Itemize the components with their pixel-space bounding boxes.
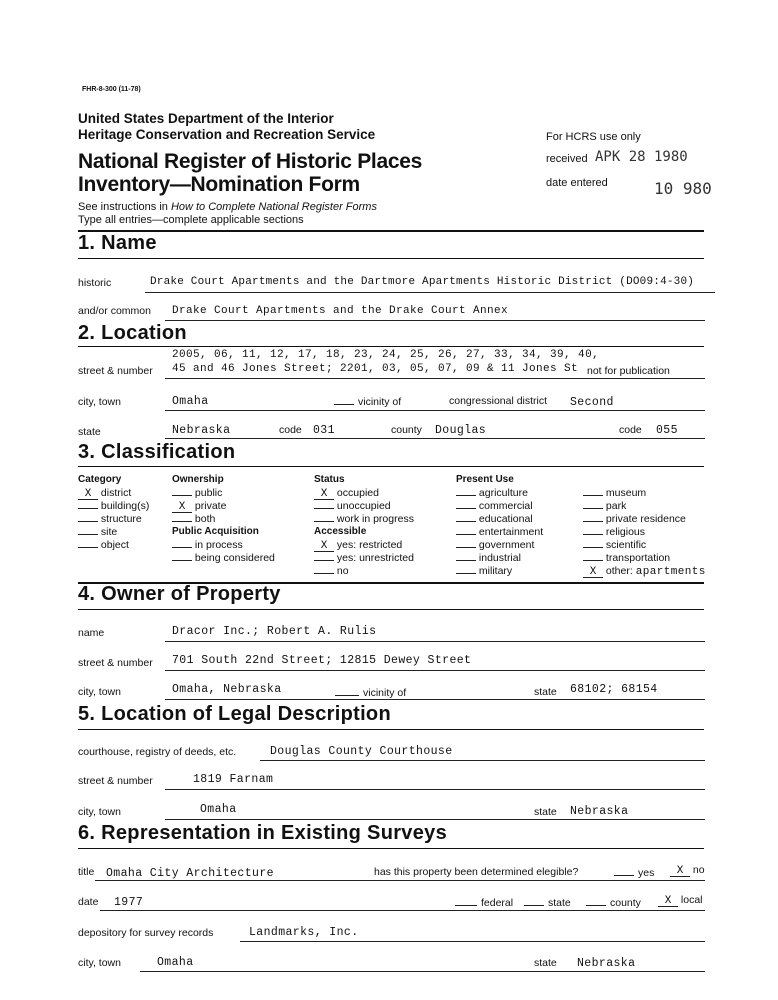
use-mark — [583, 495, 603, 496]
level-state[interactable] — [524, 896, 571, 909]
vicinity-of — [334, 395, 401, 408]
received-stamp: APK 28 1980 — [595, 149, 688, 165]
hcrs-label: For HCRS use only — [546, 131, 641, 143]
legal-state-label: state — [534, 806, 557, 818]
category-buildings[interactable] — [78, 500, 149, 512]
eligible-yes-blank — [614, 866, 634, 876]
accessible-restricted[interactable] — [314, 539, 402, 552]
status-label: unoccupied — [336, 500, 391, 512]
use-private-residence[interactable] — [583, 513, 686, 525]
legal-street-label: street & number — [78, 775, 153, 787]
accessible-mark — [314, 573, 334, 574]
ownership-public[interactable] — [172, 487, 222, 499]
use-religious[interactable] — [583, 526, 645, 538]
date-entered-label: date entered — [546, 177, 608, 189]
county-level-label: county — [610, 897, 641, 909]
use-label: scientific — [605, 539, 647, 551]
use-mark — [456, 495, 476, 496]
use-mark — [456, 573, 476, 574]
category-label: building(s) — [100, 500, 150, 512]
survey-date-value: 1977 — [114, 896, 144, 909]
status-label: work in progress — [336, 513, 414, 525]
use-label: industrial — [478, 552, 521, 564]
eligible-no[interactable] — [670, 864, 705, 877]
eligible-yes[interactable] — [614, 866, 654, 879]
county-code-label: code — [619, 424, 642, 436]
owner-state-label: state — [534, 686, 557, 698]
acquisition-being-considered[interactable] — [172, 552, 275, 564]
form-id: FHR-8-300 (11-78) — [82, 86, 141, 93]
historic-label: historic — [78, 277, 112, 289]
use-other[interactable] — [583, 565, 706, 578]
use-museum[interactable] — [583, 487, 646, 499]
accessible-unrestricted[interactable] — [314, 552, 414, 564]
legal-street-underline — [165, 789, 705, 790]
street-label: street & number — [78, 365, 153, 377]
acquisition-in-process[interactable] — [172, 539, 243, 551]
category-mark — [78, 547, 98, 548]
survey-date-label: date — [78, 896, 99, 908]
instructions-italic: How to Complete National Register Forms — [170, 201, 377, 213]
use-mark — [583, 521, 603, 522]
vicinity-label: vicinity of — [358, 396, 402, 408]
use-label: private residence — [605, 513, 686, 525]
category-mark — [78, 521, 98, 522]
category-district[interactable] — [78, 487, 131, 500]
ownership-private[interactable] — [172, 500, 226, 513]
depository-label: depository for survey records — [78, 927, 214, 939]
use-entertainment[interactable] — [456, 526, 543, 538]
status-label: occupied — [336, 487, 379, 499]
level-local[interactable] — [658, 894, 703, 907]
use-transportation[interactable] — [583, 552, 670, 564]
historic-value: Drake Court Apartments and the Dartmore Apartments Historic District (DO09:4-30) — [150, 276, 695, 288]
county-code-value: 055 — [656, 424, 678, 437]
street-line2: 45 and 46 Jones Street; 2201, 03, 05, 07, 09 & 11 Jones St — [172, 363, 579, 375]
use-government[interactable] — [456, 539, 534, 551]
use-mark — [583, 508, 603, 509]
survey-city-value: Omaha — [157, 956, 194, 969]
section3-heading: 3. Classification — [78, 441, 236, 463]
public-acquisition-header: Public Acquisition — [172, 526, 259, 537]
use-scientific[interactable] — [583, 539, 646, 551]
use-label: military — [478, 565, 513, 577]
section5-heading: 5. Location of Legal Description — [78, 703, 391, 725]
use-other-value: apartments — [635, 566, 706, 578]
use-mark — [456, 560, 476, 561]
status-mark: X — [314, 489, 334, 500]
legal-city-underline — [165, 819, 705, 820]
section6-heading: 6. Representation in Existing Surveys — [78, 822, 447, 844]
ownership-label: private — [194, 500, 227, 512]
status-work-in-progress[interactable] — [314, 513, 414, 525]
use-mark: X — [583, 567, 603, 578]
eligible-yes-label: yes — [638, 867, 655, 879]
category-header: Category — [78, 474, 122, 485]
legal-state-value: Nebraska — [570, 805, 629, 818]
survey-date-underline — [100, 910, 705, 911]
category-label: district — [100, 487, 132, 499]
depository-value: Landmarks, Inc. — [249, 926, 359, 939]
use-label: other: — [605, 565, 633, 577]
section1-rule-bottom — [78, 258, 704, 259]
common-label: and/or common — [78, 305, 151, 317]
section1-rule — [78, 230, 704, 232]
state-code-value: 031 — [313, 424, 335, 437]
instructions-prefix: See instructions in — [78, 201, 171, 213]
courthouse-label: courthouse, registry of deeds, etc. — [78, 746, 237, 758]
use-military[interactable] — [456, 565, 512, 577]
use-agriculture[interactable] — [456, 487, 528, 499]
county-label: county — [391, 424, 422, 436]
local-label: local — [680, 894, 703, 906]
eligible-question: has this property been determined elegible? — [374, 866, 579, 878]
accessible-no[interactable] — [314, 565, 349, 577]
state-label: state — [78, 426, 101, 438]
use-educational[interactable] — [456, 513, 533, 525]
use-industrial[interactable] — [456, 552, 521, 564]
state-level-label: state — [548, 897, 571, 909]
section3-rule — [78, 466, 704, 467]
use-mark — [456, 521, 476, 522]
use-label: religious — [605, 526, 646, 538]
acquisition-label: being considered — [194, 552, 275, 564]
date-entered-stamp: 10 980 — [654, 179, 712, 198]
use-label: educational — [478, 513, 533, 525]
street-underline — [165, 378, 705, 379]
local-mark: X — [658, 896, 678, 907]
legal-city-value: Omaha — [200, 803, 237, 816]
section1-heading: 1. Name — [78, 232, 157, 254]
federal-blank — [455, 896, 477, 906]
category-mark: X — [78, 489, 98, 500]
status-unoccupied[interactable] — [314, 500, 391, 512]
survey-city-underline — [140, 971, 705, 972]
ownership-mark — [172, 495, 192, 496]
category-label: structure — [100, 513, 142, 525]
department-name: United States Department of the Interior — [78, 111, 334, 126]
courthouse-value: Douglas County Courthouse — [270, 745, 453, 758]
category-mark — [78, 508, 98, 509]
use-label: government — [478, 539, 535, 551]
ownership-header: Ownership — [172, 474, 224, 485]
present-use-header: Present Use — [456, 474, 514, 485]
use-mark — [456, 534, 476, 535]
use-mark — [583, 534, 603, 535]
owner-vicinity — [335, 686, 406, 699]
accessible-header: Accessible — [314, 526, 367, 537]
use-label: transportation — [605, 552, 671, 564]
city-underline — [165, 410, 705, 411]
common-value: Drake Court Apartments and the Drake Court Annex — [172, 305, 509, 317]
accessible-label: yes: restricted — [336, 539, 403, 551]
survey-city-label: city, town — [78, 957, 121, 969]
common-underline — [165, 320, 705, 321]
survey-state-label: state — [534, 957, 557, 969]
state-blank — [524, 896, 544, 906]
instructions-line1 — [78, 201, 377, 213]
survey-title-label: title — [78, 866, 95, 878]
courthouse-underline — [260, 760, 705, 761]
instructions-line2: Type all entries—complete applicable sections — [78, 214, 304, 226]
ownership-mark — [172, 521, 192, 522]
accessible-mark: X — [314, 541, 334, 552]
owner-state-value: 68102; 68154 — [570, 683, 658, 696]
survey-title-underline — [95, 880, 705, 881]
state-code-label: code — [279, 424, 302, 436]
use-label: entertainment — [478, 526, 544, 538]
owner-city-label: city, town — [78, 686, 121, 698]
ownership-both[interactable] — [172, 513, 215, 525]
ownership-label: both — [194, 513, 216, 525]
city-label: city, town — [78, 396, 121, 408]
depository-underline — [240, 941, 705, 942]
owner-street-label: street & number — [78, 657, 153, 669]
use-mark — [456, 508, 476, 509]
section4-rule-bottom — [78, 609, 704, 610]
accessible-label: no — [336, 565, 349, 577]
use-mark — [583, 547, 603, 548]
ownership-mark: X — [172, 502, 192, 513]
section2-heading: 2. Location — [78, 322, 187, 344]
use-label: park — [605, 500, 627, 512]
owner-city-underline — [165, 699, 705, 700]
use-mark — [583, 560, 603, 561]
form-title-line1: National Register of Historic Places — [78, 150, 422, 173]
use-label: commercial — [478, 500, 533, 512]
accessible-mark — [314, 560, 334, 561]
status-header: Status — [314, 474, 345, 485]
section6-rule — [78, 848, 704, 849]
owner-name-label: name — [78, 627, 105, 639]
congress-value: Second — [570, 396, 614, 409]
acquisition-label: in process — [194, 539, 243, 551]
received-label: received — [546, 153, 588, 165]
status-mark — [314, 508, 334, 509]
state-value: Nebraska — [172, 424, 231, 437]
owner-name-underline — [165, 641, 705, 642]
form-title-line2: Inventory—Nomination Form — [78, 173, 360, 196]
vicinity-blank — [334, 395, 354, 405]
section4-heading: 4. Owner of Property — [78, 583, 281, 605]
status-mark — [314, 521, 334, 522]
street-line1: 2005, 06, 11, 12, 17, 18, 23, 24, 25, 26, 27, 33, 34, 39, 40, — [172, 349, 600, 361]
use-label: museum — [605, 487, 647, 499]
state-underline — [165, 438, 705, 439]
eligible-no-mark: X — [670, 866, 690, 877]
category-label: object — [100, 539, 129, 551]
hcrs-use-box — [530, 124, 712, 222]
use-mark — [456, 547, 476, 548]
county-value: Douglas — [435, 424, 487, 437]
owner-city-value: Omaha, Nebraska — [172, 683, 282, 696]
use-label: agriculture — [478, 487, 528, 499]
eligible-no-label: no — [692, 864, 705, 876]
owner-street-value: 701 South 22nd Street; 12815 Dewey Street — [172, 654, 472, 667]
section2-rule — [78, 346, 704, 347]
owner-vicinity-label: vicinity of — [363, 687, 407, 699]
accessible-label: yes: unrestricted — [336, 552, 414, 564]
category-object[interactable] — [78, 539, 129, 551]
acquisition-mark — [172, 547, 192, 548]
owner-street-underline — [165, 670, 705, 671]
status-occupied[interactable] — [314, 487, 379, 500]
level-county[interactable] — [586, 896, 641, 909]
section5-rule — [78, 729, 704, 730]
owner-name-value: Dracor Inc.; Robert A. Rulis — [172, 625, 377, 638]
not-for-publication: not for publication — [587, 365, 670, 377]
category-site[interactable] — [78, 526, 117, 538]
acquisition-mark — [172, 560, 192, 561]
legal-street-value: 1819 Farnam — [193, 773, 274, 786]
city-value: Omaha — [172, 395, 209, 408]
county-blank — [586, 896, 606, 906]
use-commercial[interactable] — [456, 500, 533, 512]
legal-city-label: city, town — [78, 806, 121, 818]
owner-vicinity-blank — [335, 686, 359, 696]
category-label: site — [100, 526, 118, 538]
level-federal[interactable] — [455, 896, 513, 909]
use-park[interactable] — [583, 500, 626, 512]
historic-underline — [145, 292, 715, 293]
survey-state-value: Nebraska — [577, 957, 636, 970]
category-structure[interactable] — [78, 513, 142, 525]
federal-label: federal — [481, 897, 514, 909]
congress-label: congressional district — [449, 395, 548, 407]
survey-title-value: Omaha City Architecture — [106, 867, 274, 880]
service-name: Heritage Conservation and Recreation Service — [78, 127, 376, 142]
ownership-label: public — [194, 487, 223, 499]
category-mark — [78, 534, 98, 535]
